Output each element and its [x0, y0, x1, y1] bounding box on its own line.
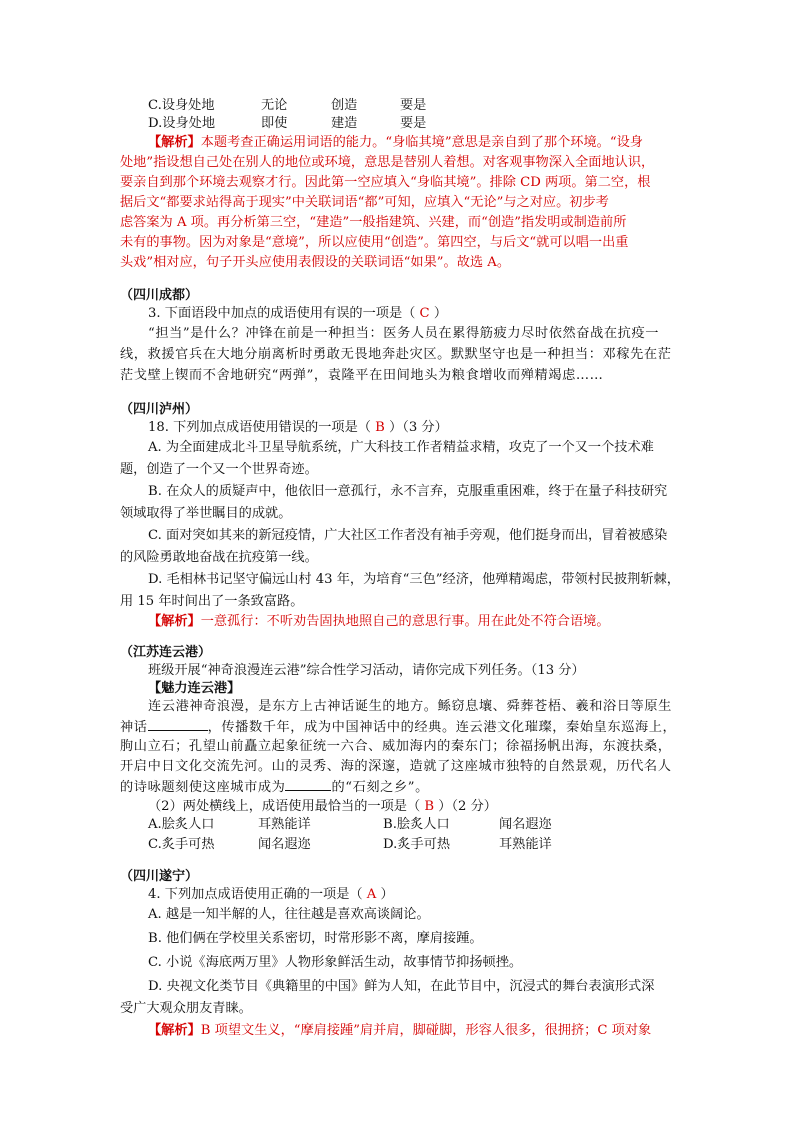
analysis-line-4: 据后文“都要求站得高于现实”中关联词语“都”可知，应填入“无论”与之对应。初步考 — [120, 195, 609, 210]
lyg-options-row-1: A.脍炙人口 耳熟能详 B.脍炙人口 闻名遐迩 — [148, 817, 552, 832]
option-d-word2: 即使 — [261, 116, 288, 131]
answer-c: C — [419, 306, 430, 321]
luzhou-question: 18. 下列加点成语使用错误的一项是（ B ）（3 分） — [148, 420, 448, 435]
analysis-line-5: 虑答案为 A 项。再分析第三空，“建造”一般指建筑、兴建，而“创造”指发明或制造前所 — [120, 215, 627, 230]
blank-1 — [148, 718, 208, 731]
analysis-line-3: 要亲自到那个环境去观察才行。因此第一空应填入“身临其境”。排除 CD 两项。第二空，根 — [120, 175, 651, 190]
luzhou-option-d-1: D. 毛相林书记坚守偏远山村 43 年，为培育“三色”经济，他殚精竭虑，带领村民披荆斩棘， — [148, 572, 680, 587]
option-d-word4: 要是 — [400, 116, 427, 131]
luzhou-option-b-1: B. 在众人的质疑声中，他依旧一意孤行，永不言弃，克服重重困难，终于在量子科技研究 — [148, 484, 668, 499]
option-c-word3: 创造 — [331, 98, 358, 113]
luzhou-option-a-1: A. 为全面建成北斗卫星导航系统，广大科技工作者精益求精，攻克了一个又一个技术难 — [148, 440, 654, 455]
suining-analysis: 【解析】B 项望文生义，“摩肩接踵”肩并肩，脚碰脚，形容人很多，很拥挤；C 项对象 — [148, 1023, 652, 1038]
suining-question: 4. 下列加点成语使用正确的一项是（ A ） — [148, 887, 394, 902]
luzhou-option-b-2: 领域取得了举世瞩目的成就。 — [120, 506, 292, 521]
option-d-row — [148, 115, 426, 133]
option-c-word2: 无论 — [261, 98, 288, 113]
analysis-line-1: 【解析】本题考查正确运用词语的能力。“身临其境”意思是亲自到了那个环境。“设身 — [148, 135, 643, 150]
suining-option-a: A. 越是一知半解的人，往往越是喜欢高谈阔论。 — [148, 907, 430, 922]
analysis-line-2: 处地”指设想自己处在别人的地位或环境，意思是替别人着想。对客观事物深入全面地认识， — [120, 155, 655, 170]
suining-option-b: B. 他们俩在学校里关系密切，时常形影不离，摩肩接踵。 — [148, 931, 483, 946]
suining-option-c: C. 小说《海底两万里》人物形象鲜活生动，故事情节抑扬顿挫。 — [148, 955, 523, 970]
section-title: 【魅力连云港】 — [148, 681, 241, 696]
luzhou-analysis: 【解析】一意孤行：不听劝告固执地照自己的意思行事。用在此处不符合语境。 — [148, 614, 610, 629]
region-chengdu: （四川成都） — [120, 288, 199, 303]
lyg-options-row-2: C.炙手可热 闻名遐迩 D.炙手可热 耳熟能详 — [148, 837, 552, 852]
chengdu-passage-3: 茫戈壁上锲而不舍地研究“两弹”，袁隆平在田间地头为粮食增收而殚精竭虑…… — [120, 368, 604, 383]
analysis-line-7: 头戏”相对应，句子开头应使用表假设的关联词语“如果”。故选 A。 — [120, 255, 511, 270]
luzhou-option-c-1: C. 面对突如其来的新冠疫情，广大社区工作者没有袖手旁观，他们挺身而出，冒着被感染 — [148, 528, 668, 543]
analysis-tag: 【解析】 — [148, 135, 201, 150]
answer-a: A — [366, 887, 377, 902]
luzhou-option-d-2: 用 15 年时间出了一条致富路。 — [120, 594, 304, 609]
region-lianyungang: （江苏连云港） — [120, 645, 212, 660]
region-suining: （四川遂宁） — [120, 869, 199, 884]
option-c-word4: 要是 — [400, 98, 427, 113]
lianyungang-intro: 班级开展“神奇浪漫连云港”综合性学习活动，请你完成下列任务。（13 分） — [148, 663, 585, 678]
suining-option-d-2: 受广大观众朋友青睐。 — [120, 1001, 252, 1016]
option-c-word1: C.设身处地 — [148, 98, 215, 113]
analysis-line-6: 未有的事物。因为对象是“意境”，所以应使用“创造”。第四空，与后文“就可以唱一出重 — [120, 235, 629, 250]
chengdu-passage-2: 线，救援官兵在大地分崩离析时勇敢无畏地奔赴灾区。默默坚守也是一种担当：邓稼先在茫 — [120, 347, 672, 362]
chengdu-question: 3. 下面语段中加点的成语使用有误的一项是（ C ） — [148, 306, 448, 321]
lyg-passage-4: 开启中日文化交流先河。山的灵秀、海的深邃，造就了这座城市独特的自然景观，历代名人 — [120, 759, 672, 774]
option-c-row — [148, 97, 426, 115]
lyg-passage-2: 神话 ，传播数千年，成为中国神话中的经典。连云港文化璀璨，秦始皇东巡海上， — [120, 720, 677, 735]
option-d-word1: D.设身处地 — [148, 116, 216, 131]
lyg-passage-1: 连云港神奇浪漫，是东方上古神话诞生的地方。鲧窃息壤、舜葬苍梧、羲和浴日等原生 — [148, 699, 672, 714]
lyg-question: （2）两处横线上，成语使用最恰当的一项是（ B ）（2 分） — [148, 799, 497, 814]
lyg-passage-3: 朐山立石；孔望山前矗立起象征统一六合、威加海内的秦东门；徐福扬帆出海，东渡扶桑， — [120, 739, 672, 754]
answer-b: B — [375, 420, 385, 435]
luzhou-option-c-2: 的风险勇敢地奋战在抗疫第一线。 — [120, 550, 318, 565]
suining-option-d-1: D. 央视文化类节目《典籍里的中国》鲜为人知，在此节目中，沉浸式的舞台表演形式深 — [148, 979, 655, 994]
region-luzhou: （四川泸州） — [120, 402, 199, 417]
answer-b2: B — [424, 799, 435, 814]
option-d-word3: 建造 — [331, 116, 358, 131]
luzhou-option-a-2: 题，创造了一个又一个世界奇迹。 — [120, 462, 318, 477]
chengdu-passage-1: “担当”是什么？冲锋在前是一种担当：医务人员在累得筋疲力尽时依然奋战在抗疫一 — [148, 326, 660, 341]
blank-2 — [285, 778, 331, 791]
lyg-passage-5: 的诗咏题刻使这座城市成为 的“石刻之乡”。 — [120, 780, 429, 795]
